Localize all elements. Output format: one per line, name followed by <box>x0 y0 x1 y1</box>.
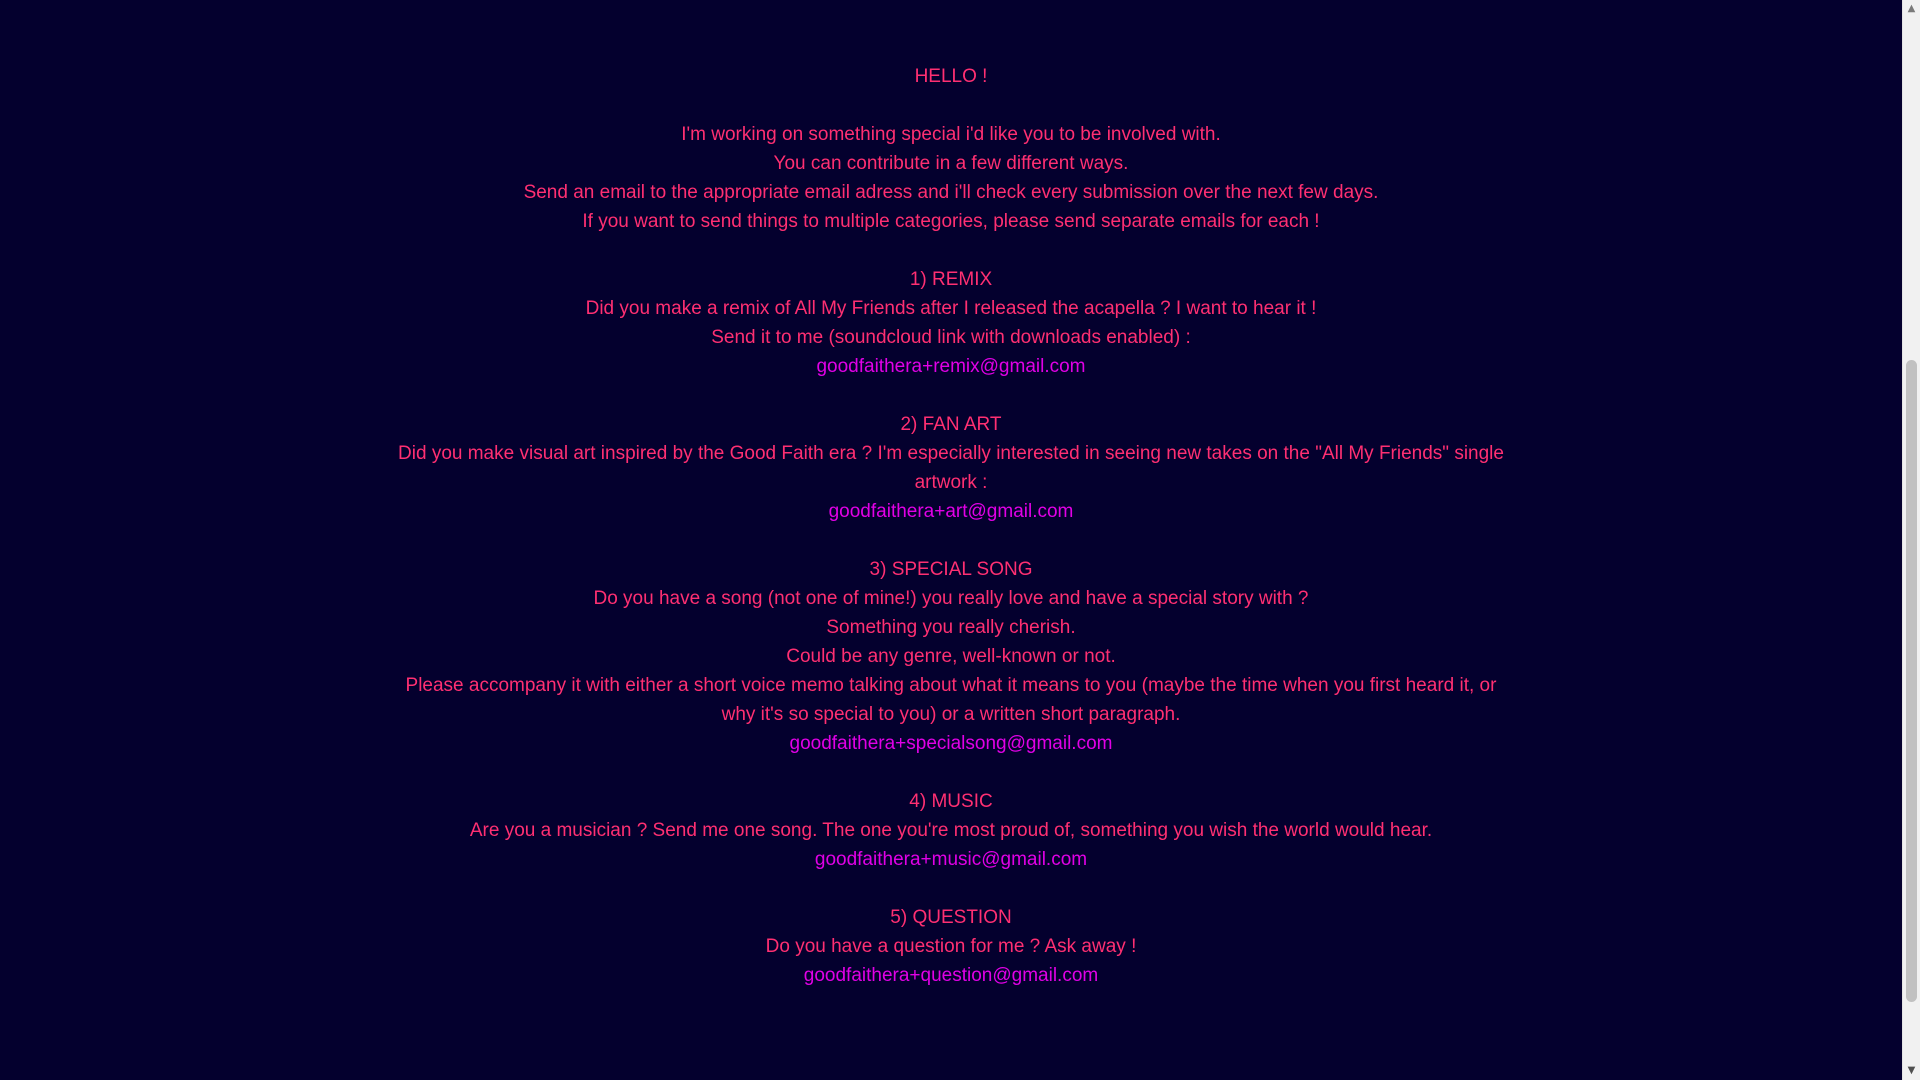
section-text: Send it to me (soundcloud link with downloads enabled) : <box>711 327 1191 348</box>
chevron-down-icon[interactable]: ▼ <box>1907 1065 1916 1076</box>
section-text: Did you make visual art inspired by the Good Faith era ? I'm especially interested in seeing new takes on the "All My Friends" single artwork : <box>398 443 1504 493</box>
section-text: Something you really cherish. <box>826 617 1076 638</box>
email-link-remix[interactable]: goodfaithera+remix@gmail.com <box>816 356 1086 377</box>
email-link-music[interactable]: goodfaithera+music@gmail.com <box>814 849 1088 870</box>
email-link-specialsong[interactable]: goodfaithera+specialsong@gmail.com <box>789 733 1113 754</box>
section-text: Do you have a song (not one of mine!) you really love and have a special story with ? <box>593 588 1309 609</box>
section-heading: 5) QUESTION <box>890 907 1012 928</box>
section-fan-art <box>0 410 1902 526</box>
section-music <box>0 787 1902 874</box>
intro-line: I'm working on something special i'd like you to be involved with. <box>681 124 1221 145</box>
scrollbar-thumb[interactable] <box>1906 360 1917 1002</box>
vertical-scrollbar[interactable] <box>1902 0 1920 1080</box>
email-link-question[interactable]: goodfaithera+question@gmail.com <box>803 965 1099 986</box>
section-text: Did you make a remix of All My Friends after I released the acapella ? I want to hear it ! <box>585 298 1317 319</box>
spacer <box>0 91 1902 120</box>
section-text: Could be any genre, well-known or not. <box>786 646 1116 667</box>
section-text: Do you have a question for me ? Ask away ! <box>765 936 1137 957</box>
section-remix <box>0 265 1902 381</box>
section-question <box>0 903 1902 990</box>
section-text: Please accompany it with either a short voice memo talking about what it means to you (maybe the time when you first heard it, or why it's so special to you) or a written short paragraph. <box>405 675 1497 725</box>
section-heading: 4) MUSIC <box>909 791 993 812</box>
intro-line: If you want to send things to multiple categories, please send separate emails for each ! <box>582 211 1320 232</box>
email-link-art[interactable]: goodfaithera+art@gmail.com <box>828 501 1074 522</box>
intro-line: You can contribute in a few different ways. <box>773 153 1129 174</box>
intro-section <box>0 62 1902 236</box>
main-content <box>0 62 1902 1019</box>
chevron-up-icon[interactable]: ▲ <box>1907 3 1916 14</box>
section-special-song <box>0 555 1902 758</box>
greeting-heading: HELLO ! <box>914 66 988 87</box>
section-heading: 1) REMIX <box>909 269 993 290</box>
section-text: Are you a musician ? Send me one song. The one you're most proud of, something you wish the world would hear. <box>469 820 1433 841</box>
section-heading: 3) SPECIAL SONG <box>869 559 1033 580</box>
section-heading: 2) FAN ART <box>900 414 1002 435</box>
intro-line: Send an email to the appropriate email adress and i'll check every submission over the next few days. <box>523 182 1379 203</box>
